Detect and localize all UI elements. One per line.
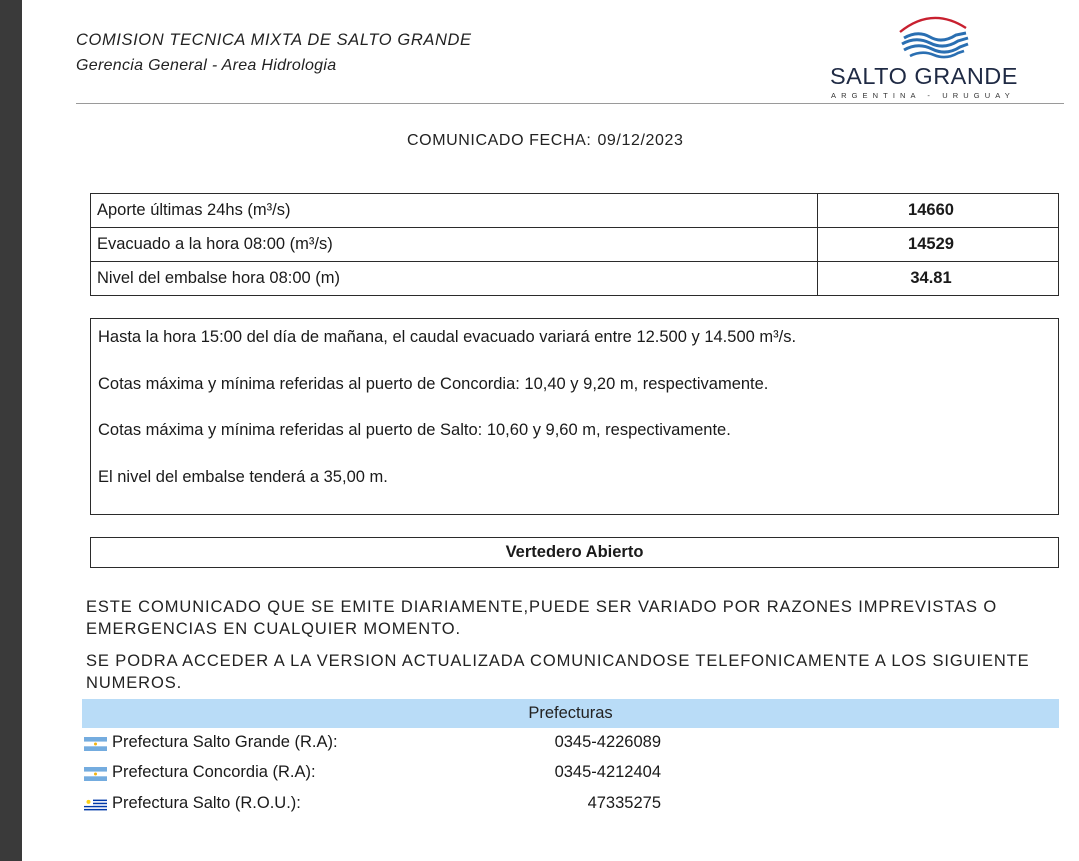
forecast-line: Hasta la hora 15:00 del día de mañana, el caudal evacuado variará entre 12.500 y 14.500 m³/s.: [98, 328, 797, 346]
comunicado-date: 09/12/2023: [597, 132, 684, 149]
prefectura-row: [84, 794, 661, 816]
notice-text: ESTE COMUNICADO QUE SE EMITE DIARIAMENTE,PUEDE SER VARIADO POR RAZONES IMPREVISTAS O EMERGENCIAS EN CUALQUIER MOMENTO.: [86, 598, 998, 638]
prefectura-name: Prefectura Salto (R.O.U.):: [112, 794, 301, 812]
row-label: Nivel del embalse hora 08:00 (m): [91, 262, 818, 296]
department-name: Gerencia General - Area Hidrologia: [76, 57, 337, 74]
row-value: 14529: [818, 228, 1059, 262]
prefectura-name: Prefectura Salto Grande (R.A):: [112, 733, 338, 751]
argentina-flag-icon: [84, 767, 107, 781]
comunicado-heading: [407, 132, 684, 150]
logo-title: SALTO GRANDE: [830, 63, 1018, 89]
organization-name: COMISION TECNICA MIXTA DE SALTO GRANDE: [76, 31, 472, 49]
comunicado-label: COMUNICADO FECHA:: [407, 132, 592, 149]
waves-logo-icon: [896, 12, 972, 62]
argentina-flag-icon: [84, 737, 107, 751]
salto-grande-logo: [828, 10, 1043, 102]
row-value: 34.81: [818, 262, 1059, 296]
prefecturas-header: Prefecturas: [82, 699, 1059, 728]
prefectura-phone[interactable]: 0345-4212404: [554, 763, 661, 781]
logo-subtitle: ARGENTINA - URUGUAY: [831, 91, 1015, 100]
prefectura-name: Prefectura Concordia (R.A):: [112, 763, 316, 781]
row-value: 14660: [818, 194, 1059, 228]
notice-text: SE PODRA ACCEDER A LA VERSION ACTUALIZADA COMUNICANDOSE TELEFONICAMENTE A LOS SIGUIENTE NUMEROS.: [86, 652, 1030, 692]
prefectura-phone[interactable]: 0345-4226089: [554, 733, 661, 751]
prefectura-row: [84, 733, 661, 755]
table-row: [91, 194, 1059, 228]
spillway-status: Vertedero Abierto: [90, 537, 1059, 568]
uruguay-flag-icon: [84, 798, 107, 812]
prefectura-row: [84, 763, 661, 785]
forecast-box: [90, 318, 1059, 515]
prefectura-phone[interactable]: 47335275: [587, 794, 661, 812]
row-label: Evacuado a la hora 08:00 (m³/s): [91, 228, 818, 262]
header-divider: [76, 103, 1064, 104]
viewer-edge: [0, 0, 22, 861]
hydro-data-table: [90, 193, 1059, 296]
row-label: Aporte últimas 24hs (m³/s): [91, 194, 818, 228]
forecast-line: Cotas máxima y mínima referidas al puerto de Concordia: 10,40 y 9,20 m, respectivamente.: [98, 374, 769, 393]
forecast-line: Cotas máxima y mínima referidas al puerto de Salto: 10,60 y 9,60 m, respectivamente.: [98, 421, 731, 439]
table-row: [91, 228, 1059, 262]
forecast-line: El nivel del embalse tenderá a 35,00 m.: [98, 467, 388, 486]
table-row: [91, 262, 1059, 296]
